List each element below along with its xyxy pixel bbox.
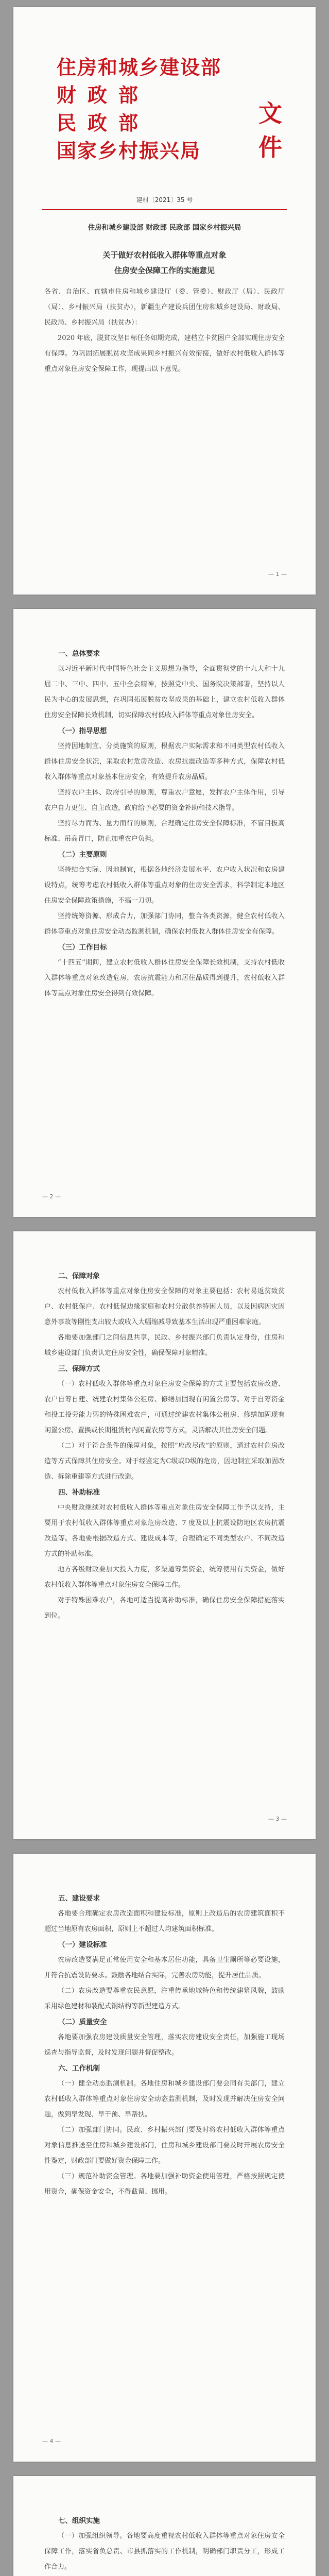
paragraph: “十四五”期间，建立农村低收入群体住房安全保障长效机制，支持农村低收入群体等重点对象改造危房，农房抗震能力和居住品质得到提升，农村低收入群体等重点对象住房安全得到有效保障。 [44,959,285,997]
intro-para: 2020 年底，脱贫攻坚目标任务如期完成，建档立卡贫困户全部实现住房安全有保障。为巩固拓展脱贫攻坚成果同乡村振兴有效衔接，做好农村低收入群体等重点对象住房安全保障工作，现提出以下意见。 [44,334,285,373]
paragraph: 坚持结合实际、因地制宜，根据各地经济发展水平、农户收入状况和农房建设特点，统筹考虑农村低收入群体等重点对象的住房安全需求，科学制定本地区住房安全保障政策措施，不搞一刀切。 [44,866,285,905]
paragraph: 农村低收入群体等重点对象住房安全保障的对象主要包括：农村易返贫致贫户、农村低保户、农村低保边缘家庭和农村分散供养特困人员，以及因病因灾因意外事故等刚性支出较大或收入大幅缩减导致基本生活出现严重困难家庭。 [44,1287,285,1326]
section-heading: （三）工作目标 [58,943,107,952]
section-heading: 一、总体要求 [58,650,100,658]
section-heading: 五、建设要求 [58,1894,100,1903]
red-divider [42,209,287,210]
section-heading: 七、组织实施 [58,2517,100,2525]
paragraph: （一）农村低收入群体等重点对象住房安全保障的方式主要包括农房改造、农户自筹自建、统建农村集体公租房、修缮加固现有闲置公房等。对于自筹资金和投工投劳能力弱的特殊困难农户，可通过统建农村集体公租房、修缮加固现有闲置公房、置换或长期租赁村内闲置农房等方式，灵活解决其住房安全问题。 [44,1380,285,1434]
section-heading: （一）指导思想 [58,727,107,735]
document-number: 建村〔2021〕35 号 [136,196,193,204]
section-heading: 三、保障方式 [58,1365,100,1373]
page-4 [13,1854,316,2462]
paragraph: 地方各级财政要加大投入力度，多渠道筹集资金，统筹使用有关资金，做好农村低收入群体等重点对象住房安全保障工作。 [44,1566,285,1589]
page-1-body [44,284,285,377]
title-line-1: 关于做好农村低收入群体等重点对象 [102,250,227,260]
page-5-body [44,2513,285,2576]
masthead [57,54,282,165]
section-heading: 二、保障对象 [58,1272,100,1280]
page-4-body [44,1891,285,2200]
paragraph: 坚持因地制宜、分类施策的原则，根据农户实际需求和不同类型农村低收入群体住房安全状况，采取农村危房改造、农房抗震改造等多种方式，保障农村低收入群体等重点对象基本住房安全，有效提升农房品质。 [44,742,285,781]
masthead-line-1: 住房和城乡建设部 [57,56,222,79]
title-line-2: 住房安全保障工作的实施意见 [114,266,215,275]
page-5 [13,2476,316,2576]
paragraph: 各地要加强农房建设质量安全管理，落实农房建设安全责任，加强施工现场巡查与指导监督，及时发现问题并督促整改。 [44,2033,285,2057]
paragraph: （三）规范补助资金管理。各地要加强补助资金使用管理，严格按照规定使用资金，确保资金安全，不得截留、挪用。 [44,2173,285,2196]
paragraph: （一）加强组织领导。各地要高度重视农村低收入群体等重点对象住房安全保障工作，落实省负总责、市县抓落实的工作机制，明确部门职责分工，形成工作合力。 [44,2532,285,2571]
page-2-body [44,646,285,1002]
page-3 [13,1231,316,1839]
masthead-line-3: 民政部 [57,111,150,134]
paragraph: 农房改造要满足正常使用安全和基本居住功能，具备卫生厕所等必要设施，并符合抗震设防要求。鼓励各地结合实际，完善农房功能，提升居住品质。 [44,1956,285,1979]
paragraph: 以习近平新时代中国特色社会主义思想为指导，全面贯彻党的十九大和十九届二中、三中、四中、五中全会精神，按照党中央、国务院决策部署，坚持以人民为中心的发展思想，在巩固拓展脱贫攻坚成果的基础上，建立农村低收入群体住房安全保障长效机制，切实保障农村低收入群体等重点对象住房安全。 [44,665,285,719]
page-1 [13,7,316,595]
paragraph: 坚持农户主体、政府引导的原则，尊重农户意愿，发挥农户主体作用，引导农户自力更生、自主改造，政府给予必要的资金补助和技术指导。 [44,789,285,812]
section-heading: （二）主要原则 [58,851,107,859]
section-heading: 四、补助标准 [58,1488,100,1497]
issuers-line: 住房和城乡建设部 财政部 民政部 国家乡村振兴局 [88,224,241,232]
page-2 [13,609,316,1217]
section-heading: （一）建设标准 [58,1941,107,1949]
section-heading: 六、工作机制 [58,2064,100,2073]
paragraph: 各地要加强部门之间信息共享，民政、乡村振兴部门负责认定身份，住房和城乡建设部门负责认定住房安全性，确保保障对象精准。 [44,1334,285,1357]
page-number: — 3 — [268,1816,287,1822]
paragraph: （二）加强部门协同。民政、乡村振兴部门要及时将农村低收入群体等重点对象信息推送至住房和城乡建设部门，住房和城乡建设部门要及时开展农房安全性鉴定，财政部门要做好资金保障工作。 [44,2126,285,2165]
page-number: — 2 — [42,1193,61,1200]
page-number: — 4 — [42,2438,61,2445]
page-number: — 1 — [268,571,287,578]
document-title [44,247,285,278]
paragraph: 坚持尽力而为、量力而行的原则，合理确定住房安全保障标准，不盲目拔高标准、吊高胃口，防止加重农户负担。 [44,820,285,843]
addressee: 各省、自治区、直辖市住房和城乡建设厅（委、管委）、财政厅（局）、民政厅（局）、乡村振兴局（扶贫办），新疆生产建设兵团住房和城乡建设局、财政局、民政局、乡村振兴局（扶贫办）： [44,288,285,327]
paragraph: （一）健全动态监测机制。各地住房和城乡建设部门要会同有关部门，建立农村低收入群体等重点对象住房安全动态监测机制，及时发现并解决住房安全问题，做到早发现、早干预、早帮扶。 [44,2080,285,2119]
masthead-wen: 文件 [258,99,282,161]
page-3-body [44,1268,285,1624]
paragraph: 中央财政继续对农村低收入群体等重点对象住房安全保障工作予以支持，主要用于农村低收入群体等重点对象危房改造、7 度及以上抗震设防地区农房抗震改造等。各地要根据改造方式、建设成本等，合理确定不同类型农户、不同改造方式的补助标准。 [44,1504,285,1558]
section-heading: （二）质量安全 [58,2018,107,2026]
masthead-line-2: 财政部 [57,83,150,107]
masthead-line-4: 国家乡村振兴局 [57,139,201,162]
paragraph: 各地要合理确定农房改造面积和建设标准，原则上改造后的农房建筑面积不超过当地原有农房面积，原则上不超过人均建筑面积标准。 [44,1910,285,1933]
paragraph: （二）农房改造要尊重农民意愿，注重传承地域特色和传统建筑风貌，鼓励采用绿色建材和装配式钢结构等新型建造方式。 [44,1987,285,2010]
paragraph: 坚持统筹资源、形成合力，加强部门协同，整合各类资源，健全农村低收入群体等重点对象住房安全动态监测机制，确保农村低收入群体住房安全有保障。 [44,912,285,936]
paragraph: （二）对于符合条件的保障对象，按照“应改尽改”的原则，通过农村危房改造等方式保障其住房安全。对于经鉴定为C级或D级的危房，因地制宜采取加固改造、拆除重建等方式进行改造。 [44,1442,285,1481]
paragraph: 对于特殊困难农户，各地可适当提高补助标准，确保住房安全保障措施落实到位。 [44,1597,285,1620]
